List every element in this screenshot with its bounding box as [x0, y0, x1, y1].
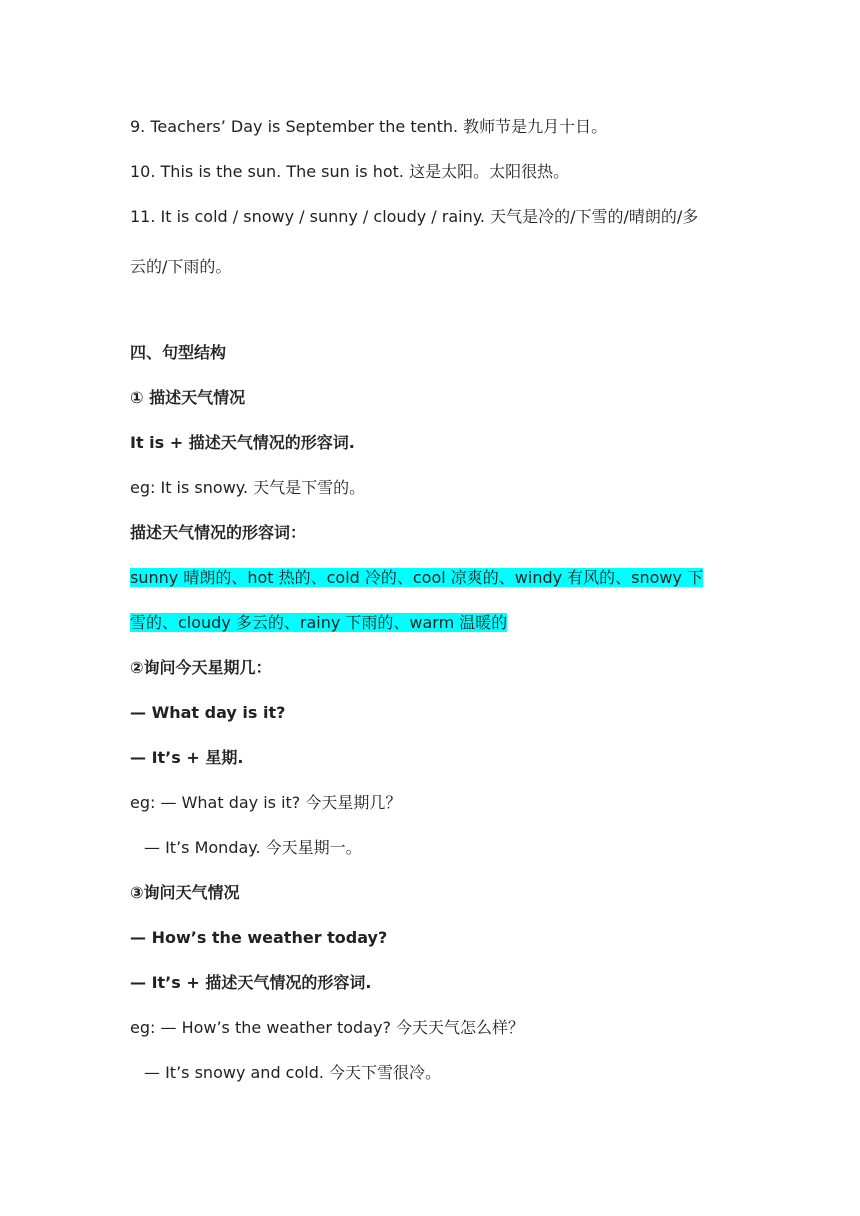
part1-heading: ① 描述天气情况	[130, 388, 246, 407]
sentence-9: 9. Teachers’ Day is September the tenth. 教师节是九月十日。	[130, 117, 608, 136]
part2-question: — What day is it?	[130, 703, 286, 722]
adjective-list-line2	[130, 612, 507, 634]
part2-example-question: eg: — What day is it? 今天星期几？	[130, 793, 402, 812]
part2-answer: — It’s + 星期.	[130, 748, 244, 767]
part1-example: eg: It is snowy. 天气是下雪的。	[130, 478, 366, 497]
sentence-11-line2: 云的/下雨的。	[130, 257, 232, 276]
section-title: 四、句型结构	[130, 343, 227, 362]
part3-question: — How’s the weather today?	[130, 928, 388, 947]
sentence-10: 10. This is the sun. The sun is hot. 这是太阳。太阳很热。	[130, 162, 570, 181]
highlighted-text: 雪的、cloudy 多云的、rainy 下雨的、warm 温暖的	[130, 613, 508, 632]
sentence-11-line1: 11. It is cold / snowy / sunny / cloudy / rainy. 天气是冷的/下雪的/晴朗的/多	[130, 207, 699, 226]
part1-pattern: It is + 描述天气情况的形容词.	[130, 433, 355, 452]
part3-answer: — It’s + 描述天气情况的形容词.	[130, 973, 372, 992]
part3-example-answer: — It’s snowy and cold. 今天下雪很冷。	[144, 1063, 442, 1082]
highlighted-text: sunny 晴朗的、hot 热的、cold 冷的、cool 凉爽的、windy 有风的、snowy 下	[130, 568, 704, 587]
part3-heading: ③询问天气情况	[130, 883, 240, 902]
adjective-heading: 描述天气情况的形容词：	[130, 523, 307, 542]
part3-example-question: eg: — How’s the weather today? 今天天气怎么样？	[130, 1018, 525, 1037]
part2-example-answer: — It’s Monday. 今天星期一。	[144, 838, 362, 857]
part2-heading: ②询问今天星期几：	[130, 658, 272, 677]
adjective-list-line1	[130, 567, 703, 589]
